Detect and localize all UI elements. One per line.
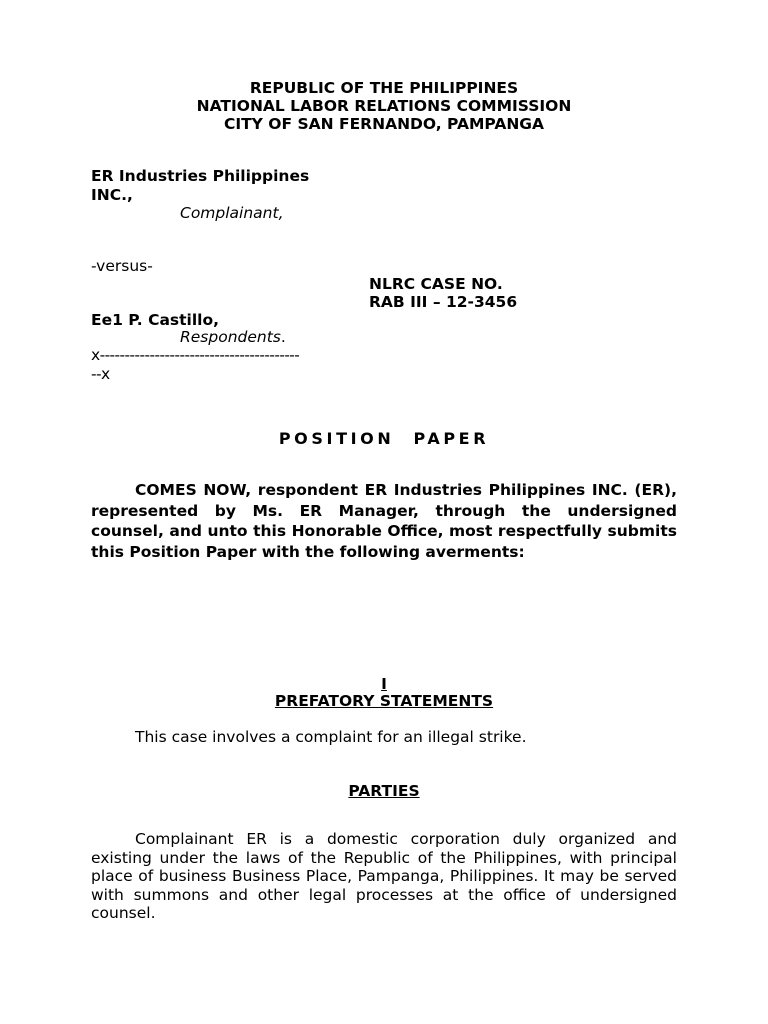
respondent-role [180, 328, 286, 346]
respondent-role-period: . [280, 328, 286, 346]
case-number-value: RAB III – 12-3456 [369, 293, 518, 311]
header-city: CITY OF SAN FERNANDO, PAMPANGA [223, 115, 545, 133]
document-title: POSITION PAPER [278, 429, 490, 448]
intro-paragraph: COMES NOW, respondent ER Industries Philippines INC. (ER), represented by Ms. ER Manager, through the undersigned counsel, and unto this Honorable Office, most respectfully submits this Position Paper with the following averments: [91, 481, 677, 561]
prefatory-statement-text: This case involves a complaint for an illegal strike. [135, 728, 527, 746]
parties-paragraph: Complainant ER is a domestic corporation duly organized and existing under the laws of the Republic of the Philippines, with principal place of business Business Place, Pampanga, Philippines. It may be served with summons and other legal processes at the office of undersigned counsel. [91, 830, 677, 922]
prefatory-statements-heading: PREFATORY STATEMENTS [274, 692, 494, 710]
complainant-role: Complainant, [180, 204, 284, 222]
caption-separator-line2: --x [91, 365, 110, 383]
caption-separator-line1: x---------------------------------------- [91, 346, 300, 364]
header-republic: REPUBLIC OF THE PHILIPPINES [249, 79, 519, 97]
versus-label: -versus- [91, 257, 153, 275]
case-number-label: NLRC CASE NO. [369, 275, 503, 293]
parties-heading: PARTIES [348, 782, 420, 800]
section-roman-numeral: I [381, 675, 387, 693]
respondent-role-text: Respondents [180, 328, 281, 346]
complainant-name-line1: ER Industries Philippines [91, 167, 310, 185]
header-commission: NATIONAL LABOR RELATIONS COMMISSION [196, 97, 572, 115]
complainant-name-line2: INC., [91, 186, 133, 204]
respondent-name: Ee1 P. Castillo, [91, 311, 220, 329]
